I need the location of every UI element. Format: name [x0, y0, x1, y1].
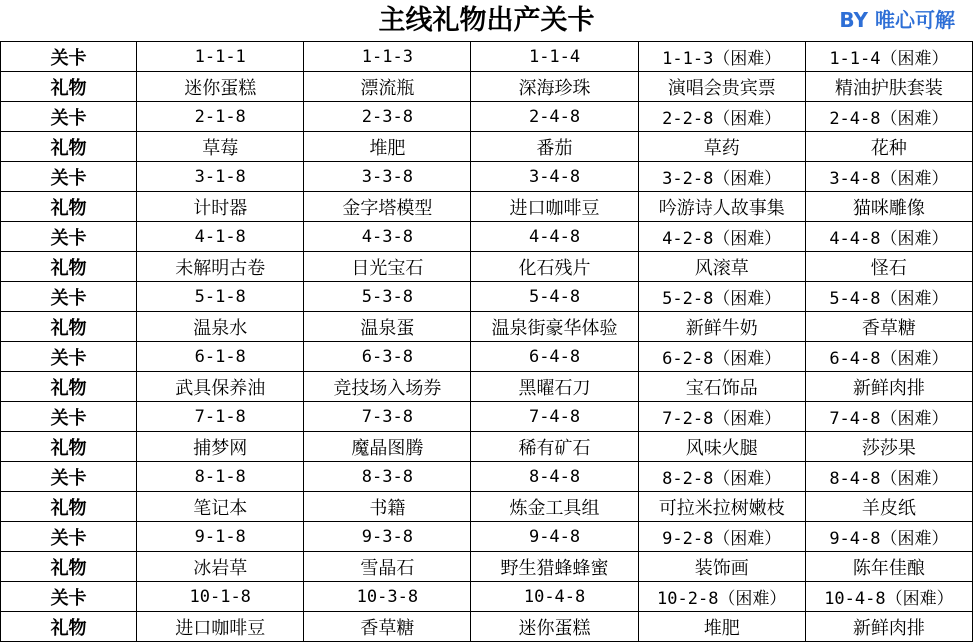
- level-cell: 8-4-8: [471, 462, 638, 492]
- gift-cell: 装饰画: [638, 552, 805, 582]
- header: [0, 0, 973, 41]
- gift-cell: 未解明古卷: [137, 252, 304, 282]
- gift-cell: 新鲜肉排: [805, 372, 972, 402]
- gift-cell: 稀有矿石: [471, 432, 638, 462]
- gift-cell: 深海珍珠: [471, 72, 638, 102]
- gift-cell: 炼金工具组: [471, 492, 638, 522]
- gift-row: [1, 552, 973, 582]
- gift-cell: 日光宝石: [304, 252, 471, 282]
- gift-cell: 草莓: [137, 132, 304, 162]
- level-cell: 2-1-8: [137, 102, 304, 132]
- level-row: [1, 282, 973, 312]
- gift-row-label: 礼物: [1, 372, 137, 402]
- level-cell: 1-1-1: [137, 42, 304, 72]
- gift-row-label: 礼物: [1, 492, 137, 522]
- level-cell: 6-2-8（困难）: [638, 342, 805, 372]
- level-cell: 1-1-3: [304, 42, 471, 72]
- level-cell: 4-1-8: [137, 222, 304, 252]
- level-row: [1, 582, 973, 612]
- level-cell: 10-1-8: [137, 582, 304, 612]
- page-title: 主线礼物出产关卡: [378, 5, 595, 36]
- level-row: [1, 342, 973, 372]
- level-cell: 9-1-8: [137, 522, 304, 552]
- gift-cell: 香草糖: [304, 612, 471, 642]
- gift-cell: 计时器: [137, 192, 304, 222]
- level-cell: 7-4-8: [471, 402, 638, 432]
- level-cell: 7-4-8（困难）: [805, 402, 972, 432]
- level-cell: 5-4-8（困难）: [805, 282, 972, 312]
- level-row-label: 关卡: [1, 162, 137, 192]
- gift-cell: 精油护肤套装: [805, 72, 972, 102]
- level-cell: 9-3-8: [304, 522, 471, 552]
- level-cell: 10-3-8: [304, 582, 471, 612]
- level-cell: 1-1-3（困难）: [638, 42, 805, 72]
- gift-cell: 可拉米拉树嫩枝: [638, 492, 805, 522]
- level-cell: 5-2-8（困难）: [638, 282, 805, 312]
- level-cell: 6-4-8: [471, 342, 638, 372]
- level-cell: 3-4-8: [471, 162, 638, 192]
- level-cell: 9-2-8（困难）: [638, 522, 805, 552]
- level-cell: 1-1-4: [471, 42, 638, 72]
- level-cell: 3-3-8: [304, 162, 471, 192]
- gift-cell: 演唱会贵宾票: [638, 72, 805, 102]
- level-cell: 6-4-8（困难）: [805, 342, 972, 372]
- level-row: [1, 462, 973, 492]
- gift-cell: 莎莎果: [805, 432, 972, 462]
- level-row-label: 关卡: [1, 402, 137, 432]
- gift-cell: 羊皮纸: [805, 492, 972, 522]
- gift-cell: 野生猎蜂蜂蜜: [471, 552, 638, 582]
- level-cell: 9-4-8: [471, 522, 638, 552]
- level-cell: 2-3-8: [304, 102, 471, 132]
- level-cell: 1-1-4（困难）: [805, 42, 972, 72]
- gift-table-body: [1, 42, 973, 642]
- level-cell: 4-2-8（困难）: [638, 222, 805, 252]
- gift-cell: 温泉水: [137, 312, 304, 342]
- level-cell: 5-4-8: [471, 282, 638, 312]
- level-row: [1, 402, 973, 432]
- gift-row: [1, 612, 973, 642]
- gift-row: [1, 372, 973, 402]
- level-cell: 5-3-8: [304, 282, 471, 312]
- level-cell: 10-4-8（困难）: [805, 582, 972, 612]
- gift-row: [1, 432, 973, 462]
- level-cell: 8-3-8: [304, 462, 471, 492]
- level-row-label: 关卡: [1, 102, 137, 132]
- gift-row-label: 礼物: [1, 192, 137, 222]
- gift-cell: 黑曜石刀: [471, 372, 638, 402]
- level-row-label: 关卡: [1, 462, 137, 492]
- gift-row: [1, 312, 973, 342]
- gift-row-label: 礼物: [1, 552, 137, 582]
- gift-cell: 捕梦网: [137, 432, 304, 462]
- level-row: [1, 102, 973, 132]
- gift-cell: 新鲜牛奶: [638, 312, 805, 342]
- gift-cell: 番茄: [471, 132, 638, 162]
- level-row-label: 关卡: [1, 342, 137, 372]
- level-row: [1, 222, 973, 252]
- level-cell: 4-3-8: [304, 222, 471, 252]
- level-cell: 7-3-8: [304, 402, 471, 432]
- level-cell: 3-1-8: [137, 162, 304, 192]
- gift-row: [1, 252, 973, 282]
- level-cell: 5-1-8: [137, 282, 304, 312]
- level-cell: 8-2-8（困难）: [638, 462, 805, 492]
- level-cell: 7-1-8: [137, 402, 304, 432]
- gift-row: [1, 72, 973, 102]
- level-cell: 3-2-8（困难）: [638, 162, 805, 192]
- level-cell: 8-1-8: [137, 462, 304, 492]
- gift-row: [1, 132, 973, 162]
- level-row-label: 关卡: [1, 42, 137, 72]
- level-cell: 8-4-8（困难）: [805, 462, 972, 492]
- level-row-label: 关卡: [1, 282, 137, 312]
- author-credit: BY 唯心可解: [839, 8, 955, 32]
- gift-cell: 漂流瓶: [304, 72, 471, 102]
- level-cell: 4-4-8: [471, 222, 638, 252]
- gift-cell: 迷你蛋糕: [137, 72, 304, 102]
- level-cell: 4-4-8（困难）: [805, 222, 972, 252]
- gift-cell: 武具保养油: [137, 372, 304, 402]
- gift-cell: 草药: [638, 132, 805, 162]
- gift-cell: 雪晶石: [304, 552, 471, 582]
- gift-cell: 化石残片: [471, 252, 638, 282]
- level-row-label: 关卡: [1, 222, 137, 252]
- gift-table: [0, 41, 973, 642]
- gift-cell: 温泉蛋: [304, 312, 471, 342]
- level-cell: 10-2-8（困难）: [638, 582, 805, 612]
- level-cell: 6-1-8: [137, 342, 304, 372]
- gift-row-label: 礼物: [1, 312, 137, 342]
- gift-cell: 进口咖啡豆: [137, 612, 304, 642]
- gift-row-label: 礼物: [1, 132, 137, 162]
- level-row-label: 关卡: [1, 582, 137, 612]
- gift-cell: 迷你蛋糕: [471, 612, 638, 642]
- gift-cell: 香草糖: [805, 312, 972, 342]
- gift-row-label: 礼物: [1, 432, 137, 462]
- gift-cell: 风味火腿: [638, 432, 805, 462]
- gift-row: [1, 192, 973, 222]
- level-cell: 2-4-8: [471, 102, 638, 132]
- level-row: [1, 162, 973, 192]
- gift-cell: 堆肥: [304, 132, 471, 162]
- gift-cell: 吟游诗人故事集: [638, 192, 805, 222]
- gift-cell: 进口咖啡豆: [471, 192, 638, 222]
- level-cell: 6-3-8: [304, 342, 471, 372]
- level-cell: 9-4-8（困难）: [805, 522, 972, 552]
- gift-cell: 猫咪雕像: [805, 192, 972, 222]
- gift-cell: 冰岩草: [137, 552, 304, 582]
- gift-cell: 书籍: [304, 492, 471, 522]
- level-cell: 10-4-8: [471, 582, 638, 612]
- gift-cell: 魔晶图腾: [304, 432, 471, 462]
- gift-cell: 竞技场入场券: [304, 372, 471, 402]
- gift-row-label: 礼物: [1, 252, 137, 282]
- level-row: [1, 522, 973, 552]
- gift-row-label: 礼物: [1, 612, 137, 642]
- gift-cell: 笔记本: [137, 492, 304, 522]
- gift-cell: 陈年佳酿: [805, 552, 972, 582]
- level-row-label: 关卡: [1, 522, 137, 552]
- gift-row: [1, 492, 973, 522]
- gift-cell: 怪石: [805, 252, 972, 282]
- gift-cell: 温泉街豪华体验: [471, 312, 638, 342]
- level-cell: 7-2-8（困难）: [638, 402, 805, 432]
- level-cell: 3-4-8（困难）: [805, 162, 972, 192]
- gift-cell: 金字塔模型: [304, 192, 471, 222]
- level-cell: 2-2-8（困难）: [638, 102, 805, 132]
- level-cell: 2-4-8（困难）: [805, 102, 972, 132]
- gift-cell: 新鲜肉排: [805, 612, 972, 642]
- gift-cell: 风滚草: [638, 252, 805, 282]
- gift-cell: 宝石饰品: [638, 372, 805, 402]
- gift-row-label: 礼物: [1, 72, 137, 102]
- level-row: [1, 42, 973, 72]
- gift-cell: 堆肥: [638, 612, 805, 642]
- gift-cell: 花种: [805, 132, 972, 162]
